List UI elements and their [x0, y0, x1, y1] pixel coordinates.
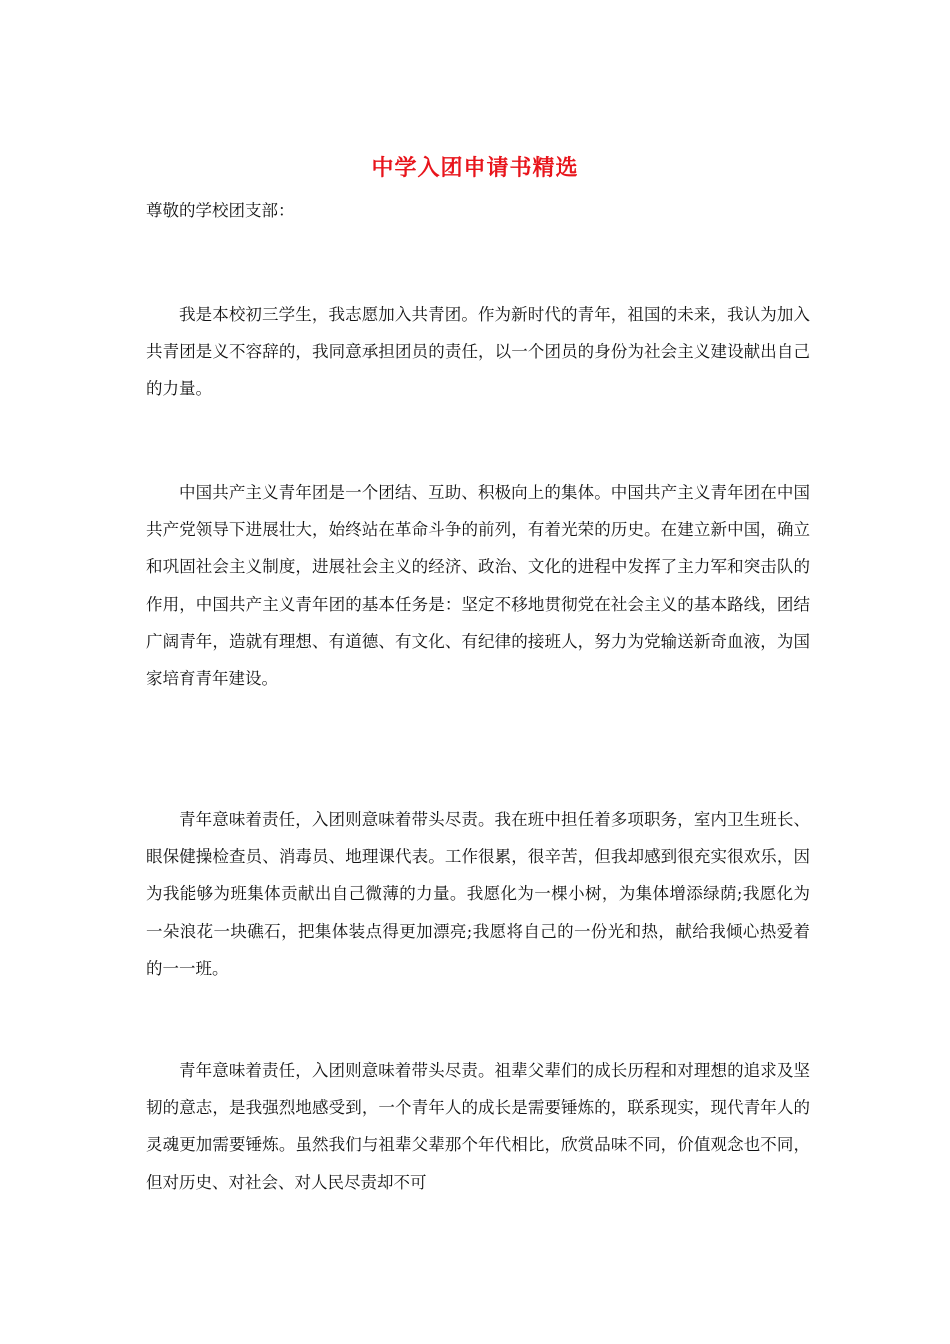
- document-title: 中学入团申请书精选: [371, 155, 579, 181]
- paragraph-3: 青年意味着责任，入团则意味着带头尽责。我在班中担任着多项职务，室内卫生班长、眼保健操检查员、消毒员、地理课代表。工作很累，很辛苦，但我却感到很充实很欢乐，因为我能够为班集体贡献出自己微薄的力量。我愿化为一棵小树，为集体增添绿荫;我愿化为一朵浪花一块礁石，把集体装点得更加漂亮;我愿将自己的一份光和热，献给我倾心热爱着的一一班。: [146, 810, 810, 978]
- salutation: 尊敬的学校团支部：: [146, 201, 295, 220]
- paragraph-2: 中国共产主义青年团是一个团结、互助、积极向上的集体。中国共产主义青年团在中国共产党领导下进展壮大，始终站在革命斗争的前列，有着光荣的历史。在建立新中国，确立和巩固社会主义制度，进展社会主义的经济、政治、文化的进程中发挥了主力军和突击队的作用，中国共产主义青年团的基本任务是：坚定不移地贯彻党在社会主义的基本路线，团结广阔青年，造就有理想、有道德、有文化、有纪律的接班人，努力为党输送新奇血液，为国家培育青年建设。: [146, 483, 810, 689]
- paragraph-4: 青年意味着责任，入团则意味着带头尽责。祖辈父辈们的成长历程和对理想的追求及坚韧的意志，是我强烈地感受到，一个青年人的成长是需要锤炼的，联系现实，现代青年人的灵魂更加需要锤炼。虽然我们与祖辈父辈那个年代相比，欣赏品味不同，价值观念也不同，但对历史、对社会、对人民尽责却不可: [146, 1061, 810, 1192]
- paragraph-1: 我是本校初三学生，我志愿加入共青团。作为新时代的青年，祖国的未来，我认为加入共青团是义不容辞的，我同意承担团员的责任，以一个团员的身份为社会主义建设献出自己的力量。: [146, 305, 810, 399]
